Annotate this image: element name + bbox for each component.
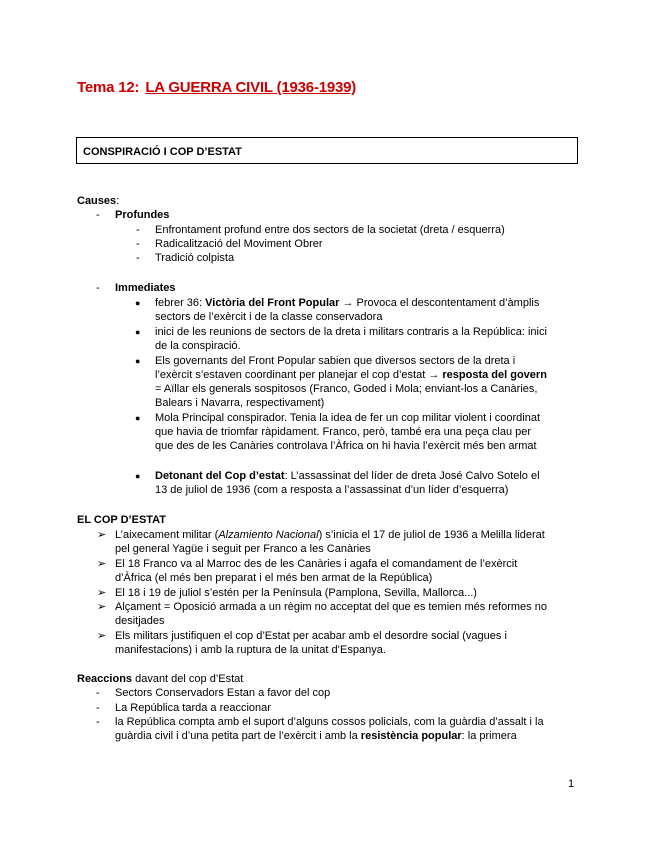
title-prefix: Tema 12:: [77, 79, 140, 96]
dash-marker: -: [136, 252, 140, 264]
profundes-item: Enfrontament profund entre dos sectors de la societat (dreta / esquerra): [155, 224, 505, 236]
immediates-item-cont: que des de les Canàries controlava l’Àfrica on hi havia l’exèrcit més ben armat: [155, 440, 537, 452]
immediates-label: Immediates: [115, 282, 176, 294]
cop-item: El 18 i 19 de juliol s’estén per la Península (Pamplona, Sevilla, Mallorca...): [115, 587, 477, 599]
dash-marker: -: [96, 716, 100, 728]
cop-heading: EL COP D’ESTAT: [77, 514, 167, 526]
section-heading-box: [76, 137, 578, 164]
immediates-item-cont: l’exèrcit s’estaven coordinant per planejar el cop d’estat → resposta del govern: [155, 369, 547, 381]
cop-item-cont: d’Àfrica (el més ben preparat i el més ben armat de la República): [115, 572, 433, 584]
bullet-marker: ●: [135, 471, 141, 481]
profundes-label: Profundes: [115, 209, 170, 221]
bullet-marker: ●: [135, 356, 141, 366]
cop-item-cont: manifestacions) i amb la ruptura de la unitat d’Espanya.: [115, 644, 386, 656]
page-title: [77, 79, 356, 96]
reaccions-item: la República compta amb el suport d’alguns cossos policials, com la guàrdia d’assalt i la: [115, 716, 544, 728]
arrow-marker: ➢: [97, 630, 107, 642]
profundes-item: Radicalització del Moviment Obrer: [155, 238, 323, 250]
reaccions-heading: Reaccions davant del cop d’Estat: [77, 673, 244, 685]
reaccions-item: La República tarda a reaccionar: [115, 702, 271, 714]
immediates-item: Detonant del Cop d’estat: L’assassinat del líder de dreta José Calvo Sotelo el: [155, 470, 540, 482]
section-heading: CONSPIRACIÓ I COP D’ESTAT: [83, 146, 242, 158]
bullet-marker: ●: [135, 413, 141, 423]
cop-item-cont: desitjades: [115, 615, 165, 627]
arrow-marker: ➢: [97, 601, 107, 613]
dash-marker: -: [96, 687, 100, 699]
bullet-marker: ●: [135, 298, 141, 308]
immediates-item-cont: de la conspiració.: [155, 340, 241, 352]
bullet-marker: ●: [135, 327, 141, 337]
title-main: LA GUERRA CIVIL (1936-1939): [145, 79, 357, 96]
dash-marker: -: [136, 224, 140, 236]
immediates-item-cont: Balears i Navarra, respectivament): [155, 397, 325, 409]
immediates-item-cont: que havia de triomfar ràpidament. Franco, però, també era una peça clau per: [155, 426, 532, 438]
arrow-marker: ➢: [97, 587, 107, 599]
page-number: 1: [568, 778, 575, 790]
dash-marker: -: [96, 702, 100, 714]
immediates-item-cont: 13 de juliol de 1936 (com a resposta a l’assassinat d’un líder d’esquerra): [155, 484, 509, 496]
arrow-marker: ➢: [97, 558, 107, 570]
cop-item: Alçament = Oposició armada a un règim no acceptat del que es temien més reformes no: [115, 601, 547, 613]
reaccions-item-cont: guàrdia civil i d’una petita part de l’exèrcit i amb la resistència popular: la primera: [115, 730, 517, 742]
immediates-item-cont: = Aïllar els generals sospitosos (Franco, Goded i Mola; enviant-los a Canàries,: [155, 383, 538, 395]
dash-marker: -: [136, 238, 140, 250]
cop-item: El 18 Franco va al Marroc des de les Canàries i agafa el comandament de l’exèrcit: [115, 558, 518, 570]
cop-item: Els militars justifiquen el cop d’Estat per acabar amb el desordre social (vagues i: [115, 630, 507, 642]
immediates-item-cont: sectors de l’exèrcit i de la classe conservadora: [155, 311, 383, 323]
immediates-item: Mola Principal conspirador. Tenia la idea de fer un cop militar violent i coordinat: [155, 412, 541, 424]
immediates-item: febrer 36: Victòria del Front Popular → Provoca el descontentament d’àmplis: [155, 297, 540, 309]
immediates-item: inici de les reunions de sectors de la dreta i militars contraris a la República: inici: [155, 326, 547, 338]
profundes-item: Tradició colpista: [155, 252, 235, 264]
cop-item: L’aixecament militar (Alzamiento Nacional) s’inicia el 17 de juliol de 1936 a Melilla liderat: [115, 529, 545, 541]
reaccions-item: Sectors Conservadors Estan a favor del cop: [115, 687, 331, 699]
dash-marker: -: [96, 209, 100, 221]
immediates-item: Els governants del Front Popular sabien que diversos sectors de la dreta i: [155, 355, 516, 367]
arrow-marker: ➢: [97, 529, 107, 541]
causes-heading: Causes:: [77, 195, 120, 207]
cop-item-cont: pel general Yagüe i seguit per Franco a les Canàries: [115, 543, 371, 555]
dash-marker: -: [96, 282, 100, 294]
